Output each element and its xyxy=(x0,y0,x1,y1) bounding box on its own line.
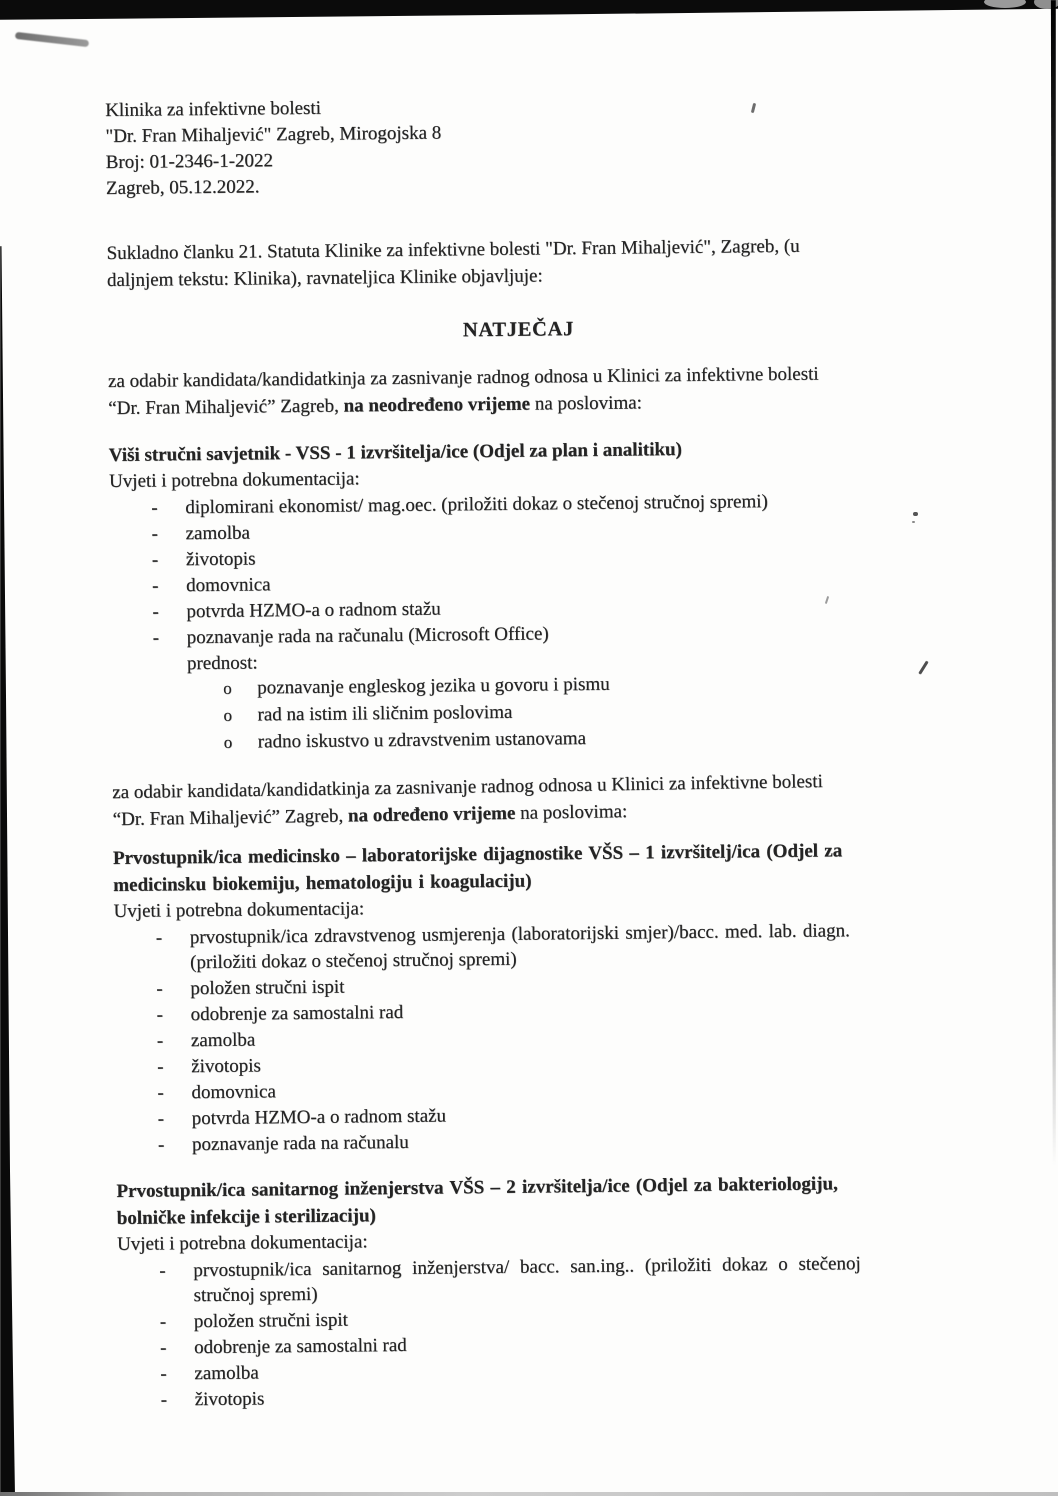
list-item-line: stručnoj spremi) xyxy=(193,1283,318,1307)
dash-bullet: - xyxy=(152,627,160,649)
list-item-text: potvrda HZMO-a o radnom stažu xyxy=(191,1105,447,1130)
document-number: Broj: 01-2346-1-2022 xyxy=(105,150,274,173)
advantage-item-text: rad na istim ili sličnim poslovima xyxy=(257,701,513,726)
advantage-item-text: poznavanje engleskog jezika u govoru i pismu xyxy=(257,673,610,699)
list-item-text: položen stručni ispit xyxy=(190,976,345,1000)
document-date: Zagreb, 05.12.2022. xyxy=(105,176,260,199)
list-item-text xyxy=(190,918,850,975)
dash-bullet: - xyxy=(159,1311,167,1333)
dash-bullet: - xyxy=(152,601,159,623)
org-name: Klinika za infektivne bolesti xyxy=(105,97,322,121)
list-item-text: diplomirani ekonomist/ mag.oec. (priložiti dokaz o stečenoj stručnoj spremi) xyxy=(185,491,768,519)
dash-bullet: - xyxy=(152,575,159,597)
letterhead xyxy=(105,89,954,202)
scan-artifact-left-edge xyxy=(0,246,16,1496)
dash-bullet: - xyxy=(156,1004,164,1026)
list-item-text: životopis xyxy=(191,1055,261,1078)
job-section-2 xyxy=(113,836,964,1158)
scan-artifact-bottom-edge xyxy=(0,1492,1058,1496)
call-paragraph-fixed-term xyxy=(112,766,961,833)
job-title-line: bolničke infekcije i sterilizaciju) xyxy=(116,1205,376,1229)
list-item-line: prvostupnik/ica zdravstvenog usmjerenja (laboratorijski smjer)/bacc. med. lab. diagn. xyxy=(189,920,850,949)
dash-bullet: - xyxy=(157,1134,165,1156)
dash-bullet: - xyxy=(156,1030,164,1052)
list-item-text: zamolba xyxy=(185,522,251,545)
intro-line: daljnjem tekstu: Klinika), ravnateljica Klinike objavljuje: xyxy=(106,265,543,291)
advantage-item-text: radno iskustvo u zdravstvenim ustanovama xyxy=(257,727,587,753)
dash-bullet: - xyxy=(157,1056,164,1078)
job-title-line: Prvostupnik/ica medicinsko – laboratorijske dijagnostike VŠS – 1 izvršitelj/ica (Odjel za xyxy=(112,840,843,869)
requirements-list xyxy=(117,1250,967,1413)
requirements-list xyxy=(109,487,960,757)
list-item-text: domovnica xyxy=(186,574,271,597)
dash-bullet: - xyxy=(151,523,159,545)
scan-artifact-top-edge xyxy=(0,0,1058,22)
dash-bullet: - xyxy=(151,497,158,519)
list-item-text: položen stručni ispit xyxy=(193,1309,349,1333)
pen-stroke-mark xyxy=(15,32,89,47)
job-title xyxy=(116,1169,965,1232)
call-line-post: na poslovima: xyxy=(515,801,628,824)
list-item-line: prvostupnik/ica sanitarnog inženjerstva/ bacc. san.ing.. (priložiti dokaz o stečenoj xyxy=(193,1253,861,1282)
job-title xyxy=(113,836,962,899)
call-line-pre: “Dr. Fran Mihaljević” Zagreb, xyxy=(112,805,349,831)
intro-line: Sukladno članku 21. Statuta Klinike za infektivne bolesti "Dr. Fran Mihaljević", Zagreb, (u xyxy=(106,235,800,264)
circle-bullet: o xyxy=(223,678,232,698)
dash-bullet: - xyxy=(156,978,163,1000)
call-line: za odabir kandidata/kandidatkinja za zasnivanje radnog odnosa u Klinici za infektivne bolesti xyxy=(107,363,819,392)
list-item-text: odobrenje za samostalni rad xyxy=(190,1001,404,1026)
list-item-text: domovnica xyxy=(191,1081,276,1104)
list-item-text: zamolba xyxy=(190,1029,256,1052)
dash-bullet: - xyxy=(157,1082,164,1104)
dash-bullet: - xyxy=(155,927,163,949)
list-item-text: potvrda HZMO-a o radnom stažu xyxy=(186,598,441,623)
job-title-line: Prvostupnik/ica sanitarnog inženjerstva VŠS – 2 izvršitelja/ice (Odjel za bakteriologiju, xyxy=(116,1173,838,1202)
job-section-1 xyxy=(109,433,960,757)
list-item-text xyxy=(193,1251,861,1308)
call-line-pre: “Dr. Fran Mihaljević” Zagreb, xyxy=(108,395,344,419)
dash-bullet: - xyxy=(159,1260,166,1282)
conditions-label: Uvjeti i potrebna dokumentacija: xyxy=(113,898,365,922)
list-item-line: (priložiti dokaz o stečenoj stručnoj spremi) xyxy=(189,948,517,974)
call-line-post: na poslovima: xyxy=(529,392,643,415)
list-item xyxy=(159,1250,965,1308)
conditions-label: Uvjeti i potrebna dokumentacija: xyxy=(108,468,360,492)
list-item xyxy=(156,917,962,975)
org-address: "Dr. Fran Mihaljević" Zagreb, Mirogojska 8 xyxy=(105,122,442,147)
call-line: za odabir kandidata/kandidatkinja za zasnivanje radnog odnosa u Klinici za infektivne bolesti xyxy=(112,771,823,804)
list-item-text: zamolba xyxy=(194,1362,259,1385)
scan-artifact-right-edge xyxy=(1050,0,1056,1165)
circle-bullet: o xyxy=(223,732,233,752)
circle-bullet: o xyxy=(223,705,233,725)
employment-type-fixed: na određeno vrijeme xyxy=(347,802,516,827)
dash-bullet: - xyxy=(159,1337,167,1359)
advantage-label: prednost: xyxy=(186,652,258,675)
list-item-text: poznavanje rada na računalu (Microsoft Office) xyxy=(186,623,549,649)
document-title: NATJEČAJ xyxy=(462,318,575,342)
document-content xyxy=(105,89,967,1414)
dash-bullet: - xyxy=(160,1389,168,1411)
list-item-text: životopis xyxy=(185,548,256,571)
call-paragraph-permanent xyxy=(108,359,957,422)
list-item-text: životopis xyxy=(194,1388,265,1411)
dash-bullet: - xyxy=(151,549,159,571)
requirements-list xyxy=(114,917,964,1158)
dash-bullet: - xyxy=(160,1363,167,1385)
employment-type-permanent: na neodređeno vrijeme xyxy=(343,393,531,417)
conditions-label: Uvjeti i potrebna dokumentacija: xyxy=(116,1231,368,1255)
job-title: Viši stručni savjetnik - VSS - 1 izvršitelja/ice (Odjel za plan i analitiku) xyxy=(108,438,682,466)
job-title-line: medicinsku biokemiju, hematologiju i koagulaciju) xyxy=(113,870,532,896)
dash-bullet: - xyxy=(157,1108,165,1130)
list-item-text: odobrenje za samostalni rad xyxy=(193,1334,407,1359)
list-item-text: poznavanje rada na računalu xyxy=(191,1131,409,1156)
job-section-3 xyxy=(116,1169,966,1413)
intro-paragraph xyxy=(106,231,955,294)
